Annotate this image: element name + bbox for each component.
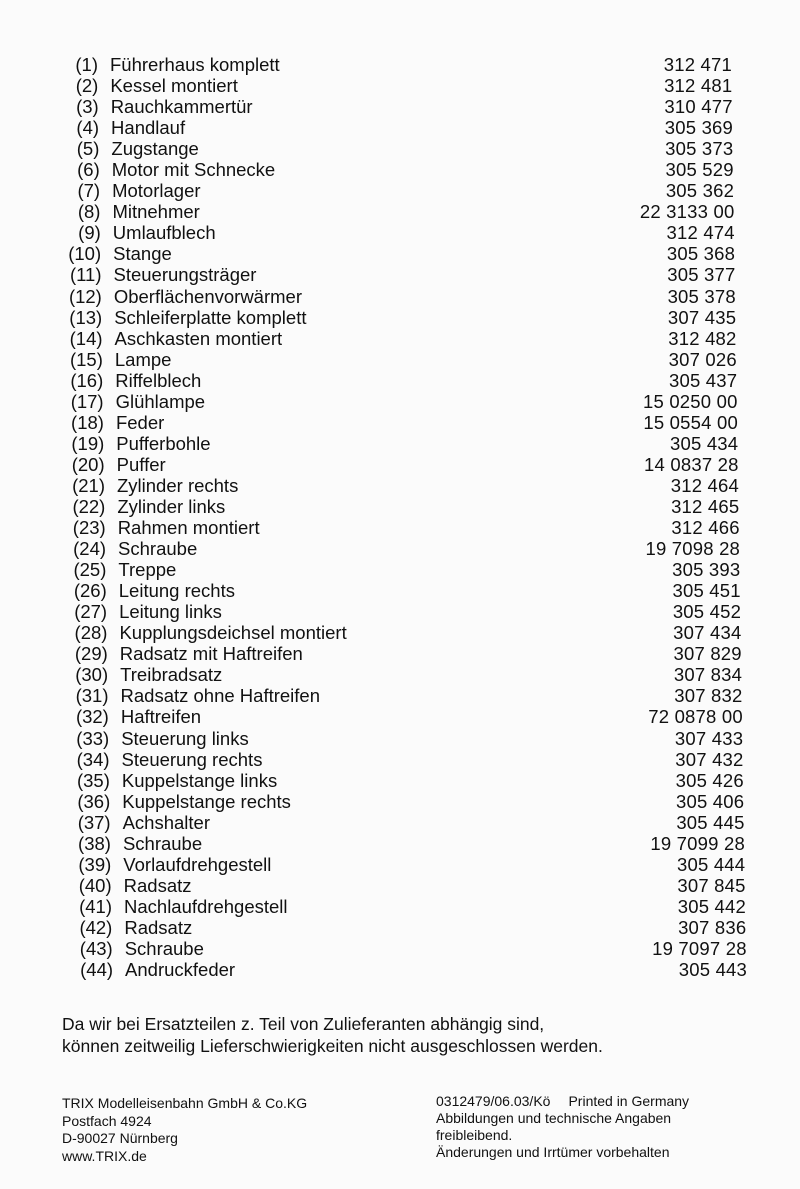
list-item <box>67 938 747 959</box>
item-number: (32) <box>75 706 109 728</box>
item-name: Radsatz mit Haftreifen <box>119 643 303 665</box>
item-name: Vorlaufdrehgestell <box>123 853 272 875</box>
item-number: (6) <box>77 159 100 181</box>
item-name: Radsatz ohne Haftreifen <box>120 685 321 707</box>
item-name: Motorlager <box>112 180 201 202</box>
company-address <box>62 1095 307 1165</box>
list-item <box>57 328 737 349</box>
postfach: Postfach 4924 <box>62 1112 152 1129</box>
part-number: 72 0878 00 <box>648 706 743 728</box>
disclaimer-line-2: freibleibend. <box>436 1127 513 1143</box>
item-number: (33) <box>76 727 110 749</box>
item-number: (5) <box>76 138 100 160</box>
part-number: 15 0554 00 <box>643 411 738 433</box>
part-number: 312 466 <box>671 517 740 539</box>
list-item <box>54 180 734 201</box>
part-number: 307 832 <box>674 685 743 707</box>
part-number: 310 477 <box>664 96 733 118</box>
item-name: Umlaufblech <box>112 222 216 244</box>
part-number: 305 393 <box>672 559 741 581</box>
item-name: Handlauf <box>111 117 186 139</box>
item-number: (35) <box>76 769 110 791</box>
item-name: Kuppelstange links <box>121 769 278 791</box>
list-item <box>66 896 746 917</box>
item-number: (4) <box>76 117 100 139</box>
list-item <box>62 643 742 664</box>
part-number: 307 432 <box>675 748 744 770</box>
list-item <box>64 749 744 770</box>
notice-line-2: können zeitweilig Lieferschwierigkeiten nicht ausgeschlossen werden. <box>62 1036 603 1056</box>
item-name: Rahmen montiert <box>117 517 260 539</box>
list-item <box>58 433 738 454</box>
item-number: (15) <box>69 348 103 370</box>
list-item <box>61 622 741 643</box>
item-number: (16) <box>70 369 104 391</box>
item-number: (10) <box>68 243 102 265</box>
part-number: 305 437 <box>668 369 738 391</box>
list-item <box>53 117 733 138</box>
item-name: Glühlampe <box>115 390 206 412</box>
part-number: 305 443 <box>678 959 748 981</box>
item-name: Steuerungsträger <box>113 264 257 286</box>
part-number: 312 474 <box>666 222 735 244</box>
part-number: 307 836 <box>678 916 747 938</box>
item-name: Kupplungsdeichsel montiert <box>119 622 347 644</box>
item-number: (31) <box>75 685 109 707</box>
list-item <box>55 222 735 243</box>
list-item <box>65 854 745 875</box>
list-item <box>64 791 744 812</box>
item-name: Achshalter <box>122 811 210 833</box>
part-number: 305 369 <box>664 117 734 139</box>
item-name: Pufferbohle <box>116 432 211 454</box>
item-number: (20) <box>71 453 105 475</box>
item-number: (28) <box>74 622 108 644</box>
item-name: Motor mit Schnecke <box>111 159 276 181</box>
item-number: (18) <box>71 411 104 433</box>
item-name: Aschkasten montiert <box>114 327 283 349</box>
document-code: 0312479/06.03/Kö <box>436 1093 551 1109</box>
item-name: Leitung links <box>119 601 222 623</box>
item-number: (19) <box>71 432 105 454</box>
part-number: 305 452 <box>672 601 742 623</box>
item-name: Steuerung links <box>121 727 249 749</box>
list-item <box>64 770 744 791</box>
part-number: 312 465 <box>671 495 740 517</box>
part-number: 22 3133 00 <box>639 201 735 223</box>
list-item <box>57 370 737 391</box>
list-item <box>58 412 738 433</box>
item-name: Treibradsatz <box>120 664 223 686</box>
item-name: Lampe <box>114 348 172 370</box>
part-number: 307 845 <box>677 874 746 896</box>
availability-notice <box>62 1013 752 1057</box>
item-number: (34) <box>76 748 110 770</box>
part-number: 312 464 <box>670 474 739 496</box>
item-name: Oberflächenvorwärmer <box>113 285 302 307</box>
website: www.TRIX.de <box>62 1147 147 1164</box>
item-number: (43) <box>79 937 113 959</box>
item-number: (23) <box>72 517 106 539</box>
part-number: 305 434 <box>670 432 739 454</box>
disclaimer-line-1: Abbildungen und technische Angaben <box>436 1110 672 1126</box>
list-item <box>56 264 736 285</box>
part-number: 307 435 <box>667 306 737 328</box>
item-number: (12) <box>68 285 102 307</box>
list-item <box>65 812 745 833</box>
part-number: 307 829 <box>673 643 742 665</box>
part-number: 307 434 <box>673 622 742 644</box>
list-item <box>61 601 741 622</box>
part-number: 305 373 <box>665 138 734 160</box>
part-number: 19 7098 28 <box>645 538 741 560</box>
list-item <box>55 243 735 264</box>
item-number: (39) <box>78 853 112 875</box>
list-item <box>52 75 732 96</box>
part-number: 305 445 <box>676 811 745 833</box>
item-name: Schraube <box>118 538 198 560</box>
item-name: Riffelblech <box>115 369 202 391</box>
list-item <box>60 538 740 559</box>
list-item <box>67 959 747 980</box>
item-name: Radsatz <box>123 874 192 896</box>
item-number: (26) <box>73 580 107 602</box>
part-number: 305 362 <box>665 180 735 202</box>
item-number: (3) <box>76 96 99 118</box>
part-number: 305 377 <box>667 264 736 286</box>
item-number: (29) <box>74 643 108 665</box>
city: D-90027 Nürnberg <box>62 1130 178 1146</box>
list-item <box>59 454 739 475</box>
part-number: 19 7099 28 <box>650 832 745 854</box>
part-number: 307 834 <box>673 664 743 686</box>
list-item <box>61 580 741 601</box>
item-number: (21) <box>72 474 105 496</box>
part-number: 305 529 <box>665 159 734 181</box>
item-number: (17) <box>70 390 104 412</box>
list-item <box>54 159 734 180</box>
item-name: Haftreifen <box>120 706 202 728</box>
item-number: (2) <box>75 75 99 97</box>
item-name: Leitung rechts <box>118 580 235 602</box>
list-item <box>52 54 732 75</box>
item-number: (8) <box>77 201 101 223</box>
list-item <box>63 706 743 727</box>
part-number: 312 471 <box>663 54 732 75</box>
list-item <box>65 833 745 854</box>
list-item <box>62 664 742 685</box>
list-item <box>59 496 739 517</box>
item-name: Zylinder rechts <box>117 474 239 496</box>
item-name: Feder <box>115 411 165 433</box>
item-number: (11) <box>69 264 102 286</box>
item-name: Puffer <box>116 453 166 475</box>
part-number: 312 481 <box>664 75 733 97</box>
part-number: 19 7097 28 <box>652 937 747 959</box>
part-number: 312 482 <box>668 327 737 349</box>
item-number: (42) <box>79 916 113 938</box>
list-item <box>60 517 740 538</box>
part-number: 305 451 <box>672 580 741 602</box>
printed-in: Printed in Germany <box>568 1093 690 1109</box>
item-number: (7) <box>77 180 101 202</box>
list-item <box>60 559 740 580</box>
list-item <box>53 138 733 159</box>
list-item <box>66 917 746 938</box>
list-item <box>53 96 733 117</box>
item-number: (27) <box>74 601 108 623</box>
list-item <box>58 391 738 412</box>
list-item <box>63 728 743 749</box>
item-number: (30) <box>75 664 109 686</box>
item-name: Stange <box>113 243 172 265</box>
part-number: 15 0250 00 <box>643 390 738 412</box>
print-info <box>436 1093 689 1161</box>
item-number: (13) <box>69 306 103 328</box>
item-number: (24) <box>73 538 107 560</box>
part-number: 305 426 <box>675 769 744 791</box>
item-name: Kuppelstange rechts <box>122 790 291 812</box>
item-name: Schraube <box>124 937 204 959</box>
list-item <box>57 349 737 370</box>
item-name: Treppe <box>118 559 177 581</box>
item-number: (36) <box>77 790 111 812</box>
item-name: Kessel montiert <box>110 75 238 97</box>
list-item <box>56 286 736 307</box>
part-number: 305 442 <box>677 895 746 917</box>
item-number: (44) <box>80 959 114 981</box>
disclaimer-line-3: Änderungen und Irrtümer vorbehalten <box>436 1144 670 1160</box>
item-name: Mitnehmer <box>112 201 200 223</box>
item-name: Nachlaufdrehgestell <box>124 895 288 917</box>
item-number: (25) <box>73 559 107 581</box>
item-name: Schleiferplatte komplett <box>114 306 307 328</box>
item-number: (14) <box>69 327 103 349</box>
item-name: Zugstange <box>111 138 199 160</box>
part-number: 307 433 <box>674 727 744 749</box>
list-item <box>66 875 746 896</box>
item-number: (37) <box>77 811 111 833</box>
parts-list <box>52 54 748 981</box>
item-number: (38) <box>78 832 111 854</box>
notice-line-1: Da wir bei Ersatzteilen z. Teil von Zulieferanten abhängig sind, <box>62 1014 545 1034</box>
item-name: Schraube <box>122 832 203 854</box>
list-item <box>56 307 736 328</box>
list-item <box>54 201 734 222</box>
item-number: (1) <box>75 54 98 75</box>
part-number: 307 026 <box>668 348 737 370</box>
item-name: Steuerung rechts <box>121 748 263 770</box>
list-item <box>63 685 743 706</box>
part-number: 305 378 <box>667 285 736 307</box>
item-number: (9) <box>78 222 101 244</box>
item-number: (41) <box>79 895 112 917</box>
part-number: 14 0837 28 <box>644 453 739 475</box>
item-name: Zylinder links <box>117 495 226 517</box>
item-name: Radsatz <box>124 916 193 938</box>
part-number: 305 444 <box>677 853 746 875</box>
item-number: (22) <box>72 495 106 517</box>
part-number: 305 406 <box>675 790 745 812</box>
company-name: TRIX Modelleisenbahn GmbH & Co.KG <box>62 1095 308 1111</box>
part-number: 305 368 <box>666 243 736 265</box>
item-name: Führerhaus komplett <box>110 54 280 75</box>
item-name: Andruckfeder <box>125 959 236 981</box>
item-name: Rauchkammertür <box>110 96 253 118</box>
list-item <box>59 475 739 496</box>
item-number: (40) <box>78 874 112 896</box>
